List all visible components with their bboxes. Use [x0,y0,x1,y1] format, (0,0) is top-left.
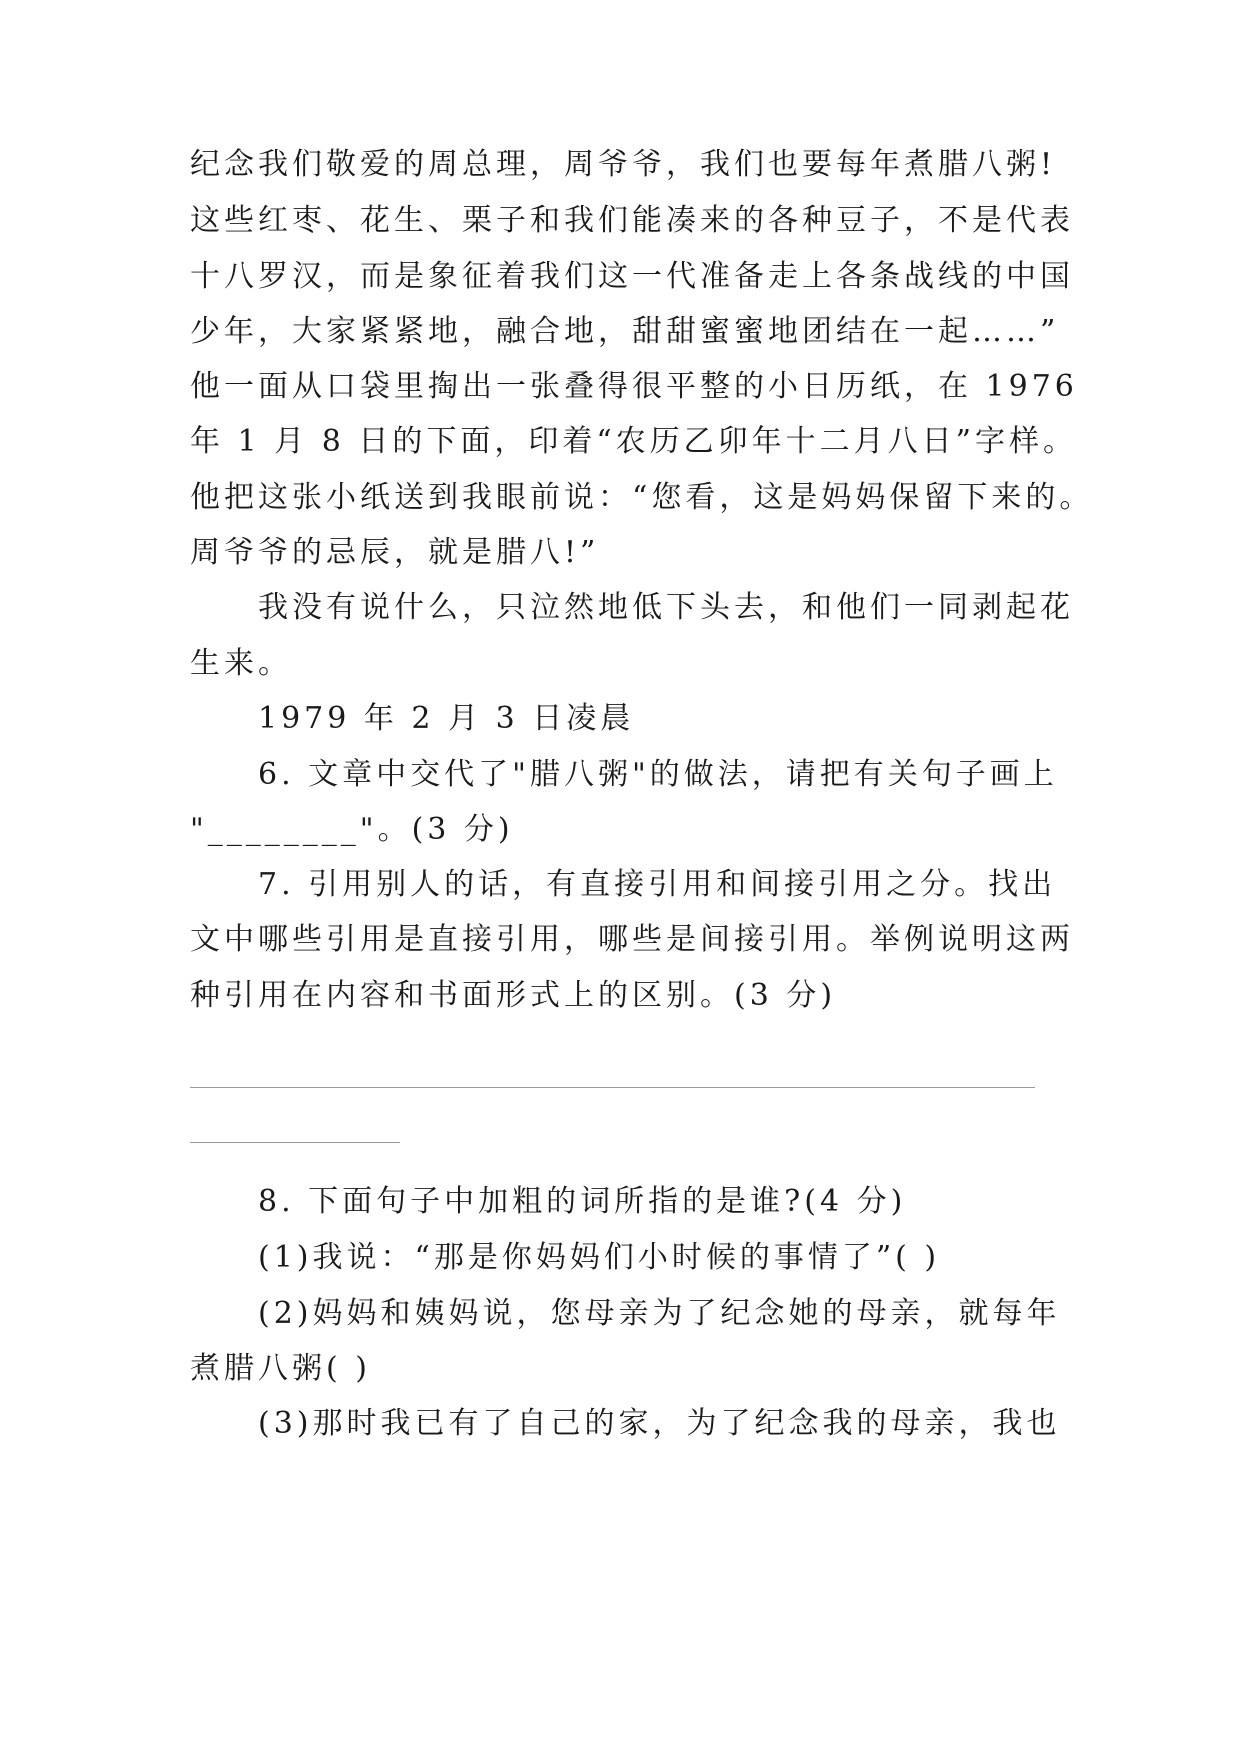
text-line: 少年，大家紧紧地，融合地，甜甜蜜蜜地团结在一起……” [190,314,1060,349]
question-7: 7. 引用别人的话，有直接引用和间接引用之分。找出 [258,867,1057,902]
text-line: 煮腊八粥( ) [190,1351,371,1386]
text-line: 种引用在内容和书面形式上的区别。(3 分) [190,978,837,1013]
sub-question-1: (1)我说：“那是你妈妈们小时候的事情了”( ) [258,1240,941,1275]
text-line: 他把这张小纸送到我眼前说：“您看，这是妈妈保留下来的。 [190,480,1094,515]
text-line: 十八罗汉，而是象征着我们这一代准备走上各条战线的中国 [190,259,1074,294]
question-6: 6. 文章中交代了"腊八粥"的做法，请把有关句子画上 [258,757,1058,792]
text-line: 生来。 [190,646,292,681]
text-line: 纪念我们敬爱的周总理，周爷爷，我们也要每年煮腊八粥! [190,147,1057,182]
sub-question-2: (2)妈妈和姨妈说，您母亲为了纪念她的母亲，就每年 [258,1296,1061,1331]
date-line: 1979 年 2 月 3 日凌晨 [258,701,635,736]
answer-line-short [190,1142,400,1143]
text-line: 他一面从口袋里掏出一张叠得很平整的小日历纸，在 1976 [190,369,1078,404]
answer-line [190,1087,1035,1088]
text-line: 文中哪些引用是直接引用，哪些是间接引用。举例说明这两 [190,922,1074,957]
text-line: 周爷爷的忌辰，就是腊八!” [190,535,600,570]
question-8: 8. 下面句子中加粗的词所指的是谁?(4 分) [258,1184,907,1219]
sub-question-3: (3)那时我已有了自己的家，为了纪念我的母亲，我也 [258,1406,1061,1441]
text-line: 年 1 月 8 日的下面，印着“农历乙卯年十二月八日”字样。 [190,424,1077,459]
paragraph-first-line: 我没有说什么，只泣然地低下头去，和他们一同剥起花 [258,590,1074,625]
text-line: "________"。(3 分) [190,812,514,847]
text-line: 这些红枣、花生、栗子和我们能凑来的各种豆子，不是代表 [190,203,1074,238]
